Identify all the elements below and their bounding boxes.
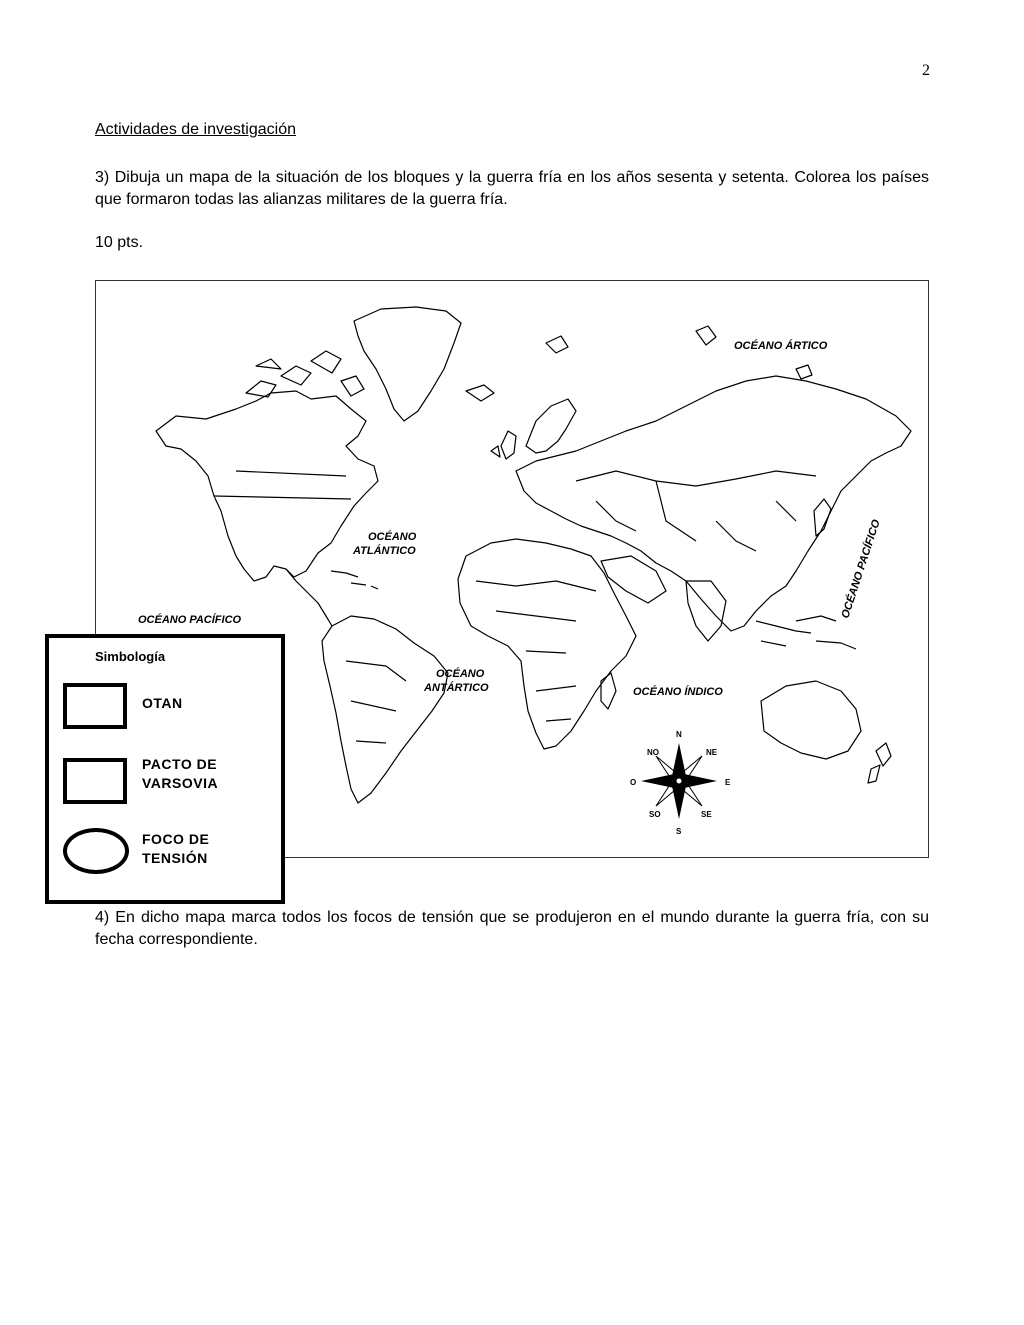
label-oceano-indico: OCÉANO ÍNDICO	[633, 686, 723, 698]
greenland-outline	[354, 307, 461, 421]
otan-symbol	[63, 683, 127, 729]
compass-s: S	[676, 827, 682, 836]
label-oceano-antartico-2: ANTÁRTICO	[424, 682, 489, 694]
label-oceano-antartico-1: OCÉANO	[436, 668, 485, 680]
africa-outline	[458, 539, 636, 749]
legend-foco-label: FOCO DE TENSIÓN	[142, 831, 210, 866]
page-number: 2	[922, 62, 930, 79]
label-oceano-pacifico-east: OCÉANO PACÍFICO	[839, 518, 883, 620]
points-text: 10 pts.	[95, 234, 144, 251]
legend-pacto-label: PACTO DE VARSOVIA	[142, 756, 219, 791]
label-oceano-atlantico-2: ATLÁNTICO	[353, 545, 416, 557]
legend-box	[45, 634, 285, 904]
compass-no: NO	[647, 748, 659, 757]
north-america-outline	[156, 391, 378, 581]
foco-tension-symbol	[63, 828, 129, 874]
label-oceano-atlantico-1: OCÉANO	[368, 531, 417, 543]
section-title: Actividades de investigación	[95, 121, 297, 138]
south-america-outline	[322, 616, 448, 803]
compass-n: N	[676, 730, 682, 739]
question-3-text: 3) Dibuja un mapa de la situación de los bloques y la guerra fría en los años sesenta y setenta. Colorea los países que formaron todas las alianzas militares de la guerra fría.	[95, 169, 929, 208]
question-4-text: 4) En dicho mapa marca todos los focos de tensión que se produjeron en el mundo durante la guerra fría, con su fecha correspondiente.	[95, 909, 929, 948]
legend-title: Simbología	[95, 649, 166, 664]
australia-outline	[761, 681, 861, 759]
label-oceano-artico: OCÉANO ÁRTICO	[734, 340, 828, 352]
compass-se: SE	[701, 810, 712, 819]
legend-otan-label: OTAN	[142, 695, 183, 711]
compass-so: SO	[649, 810, 661, 819]
pacto-varsovia-symbol	[63, 758, 127, 804]
compass-e: E	[725, 778, 731, 787]
compass-ne: NE	[706, 748, 718, 757]
compass-o: O	[630, 778, 637, 787]
label-oceano-pacifico-west: OCÉANO PACÍFICO	[138, 614, 242, 626]
